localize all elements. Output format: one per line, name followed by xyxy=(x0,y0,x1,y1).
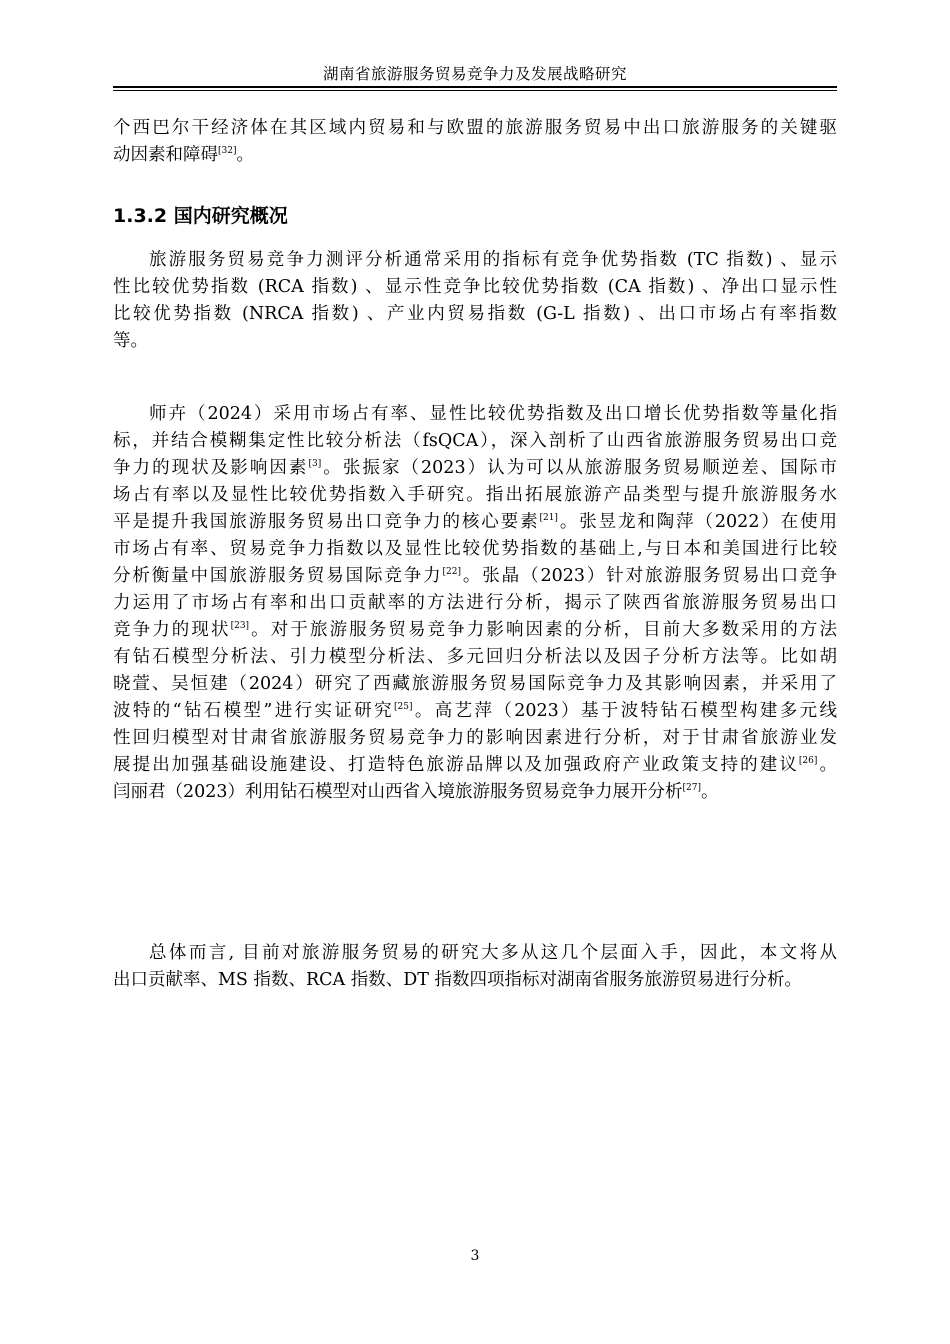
line-text: 动因素和障碍 xyxy=(113,145,218,165)
line-text: 总体而言, 目前对旅游服务贸易的研究大多从这几个层面入手，因此，本文将从 xyxy=(149,943,837,963)
text-line xyxy=(113,428,837,455)
text-line xyxy=(113,455,837,482)
citation-ref: [26] xyxy=(798,756,818,766)
line-text: 出口贡献率、MS 指数、RCA 指数、DT 指数四项指标对湖南省服务旅游贸易进行分析。 xyxy=(113,970,803,990)
line-text: 市场占有率、贸易竞争力指数以及显性比较优势指数的基础上,与日本和美国进行比较 xyxy=(113,539,837,559)
citation-ref: [3] xyxy=(308,459,322,469)
line-text-tail: 。 xyxy=(701,782,719,802)
citation-ref: [25] xyxy=(394,702,413,712)
text-line xyxy=(113,940,837,967)
page-number: 3 xyxy=(470,1248,480,1264)
line-text: 晓萱、吴恒建（2024）研究了西藏旅游服务贸易国际竞争力及其影响因素，并采用了 xyxy=(113,674,837,694)
line-text: 性回归模型对甘肃省旅游服务贸易竞争力的影响因素进行分析，对于甘肃省旅游业发 xyxy=(113,728,837,748)
citation-ref: [32] xyxy=(218,146,237,156)
line-text: 等。 xyxy=(113,331,148,351)
line-text: 有钻石模型分析法、引力模型分析法、多元回归分析法以及因子分析方法等。比如胡 xyxy=(113,647,837,667)
text-line xyxy=(113,644,837,671)
text-line xyxy=(113,142,837,169)
continuation-paragraph xyxy=(113,115,837,169)
text-line xyxy=(113,779,837,806)
citation-ref: [21] xyxy=(539,513,558,523)
text-line xyxy=(113,274,837,301)
paragraph-indices xyxy=(113,247,837,355)
line-text: 展提出加强基础设施建设、打造特色旅游品牌以及加强政府产业政策支持的建议 xyxy=(113,755,799,775)
text-line xyxy=(113,482,837,509)
line-text: 闫丽君（2023）利用钻石模型对山西省入境旅游服务贸易竞争力展开分析 xyxy=(113,782,683,802)
line-text: 力运用了市场占有率和出口贡献率的方法进行分析，揭示了陕西省旅游服务贸易出口 xyxy=(113,593,837,613)
header-rule-thin xyxy=(113,90,837,91)
text-line xyxy=(113,247,837,274)
paragraph-summary xyxy=(113,940,837,994)
line-text: 分析衡量中国旅游服务贸易国际竞争力 xyxy=(113,566,443,586)
running-header: 湖南省旅游服务贸易竞争力及发展战略研究 xyxy=(322,65,627,83)
text-line xyxy=(113,752,837,779)
line-text: 旅游服务贸易竞争力测评分析通常采用的指标有竞争优势指数 (TC 指数) 、显示 xyxy=(149,250,837,270)
paragraph-literature xyxy=(113,401,837,806)
line-text: 平是提升我国旅游服务贸易出口竞争力的核心要素 xyxy=(113,512,540,532)
text-line xyxy=(113,967,837,994)
text-line xyxy=(113,328,837,355)
line-text-tail: 。对于旅游服务贸易竞争力影响因素的分析，目前大多数采用的方法 xyxy=(249,620,837,640)
text-line xyxy=(113,401,837,428)
line-text: 性比较优势指数 (RCA 指数) 、显示性竞争比较优势指数 (CA 指数) 、净出口显示性 xyxy=(113,277,837,297)
citation-ref: [23] xyxy=(230,621,250,631)
text-line xyxy=(113,536,837,563)
line-text-tail: 。高艺萍（2023）基于波特钻石模型构建多元线 xyxy=(412,701,837,721)
line-text: 标，并结合模糊集定性比较分析法（fsQCA），深入剖析了山西省旅游服务贸易出口竞 xyxy=(113,431,837,451)
citation-ref: [27] xyxy=(682,783,702,793)
line-text-tail: 。 xyxy=(236,145,254,165)
line-text-tail: 。 xyxy=(817,755,837,775)
line-text: 师卉（2024）采用市场占有率、显性比较优势指数及出口增长优势指数等量化指 xyxy=(149,404,837,424)
text-line xyxy=(113,563,837,590)
text-line xyxy=(113,115,837,142)
text-line xyxy=(113,301,837,328)
line-text: 个西巴尔干经济体在其区域内贸易和与欧盟的旅游服务贸易中出口旅游服务的关键驱 xyxy=(113,118,837,138)
text-line xyxy=(113,617,837,644)
text-line xyxy=(113,509,837,536)
line-text-tail: 。张昱龙和陶萍（2022）在使用 xyxy=(557,512,837,532)
text-line xyxy=(113,671,837,698)
line-text: 波特的“钻石模型”进行实证研究 xyxy=(113,701,394,721)
line-text: 争力的现状及影响因素 xyxy=(113,458,309,478)
line-text: 比较优势指数 (NRCA 指数) 、产业内贸易指数 (G-L 指数) 、出口市场占有率指数 xyxy=(113,304,837,324)
line-text-tail: 。张振家（2023）认为可以从旅游服务贸易顺逆差、国际市 xyxy=(321,458,837,478)
text-line xyxy=(113,725,837,752)
citation-ref: [22] xyxy=(442,567,462,577)
line-text: 场占有率以及显性比较优势指数入手研究。指出拓展旅游产品类型与提升旅游服务水 xyxy=(113,485,837,505)
line-text-tail: 。张晶（2023）针对旅游服务贸易出口竞争 xyxy=(461,566,837,586)
text-line xyxy=(113,590,837,617)
section-heading: 1.3.2 国内研究概况 xyxy=(113,205,288,227)
header-rule-thick xyxy=(113,86,837,88)
text-line xyxy=(113,698,837,725)
line-text: 竞争力的现状 xyxy=(113,620,231,640)
